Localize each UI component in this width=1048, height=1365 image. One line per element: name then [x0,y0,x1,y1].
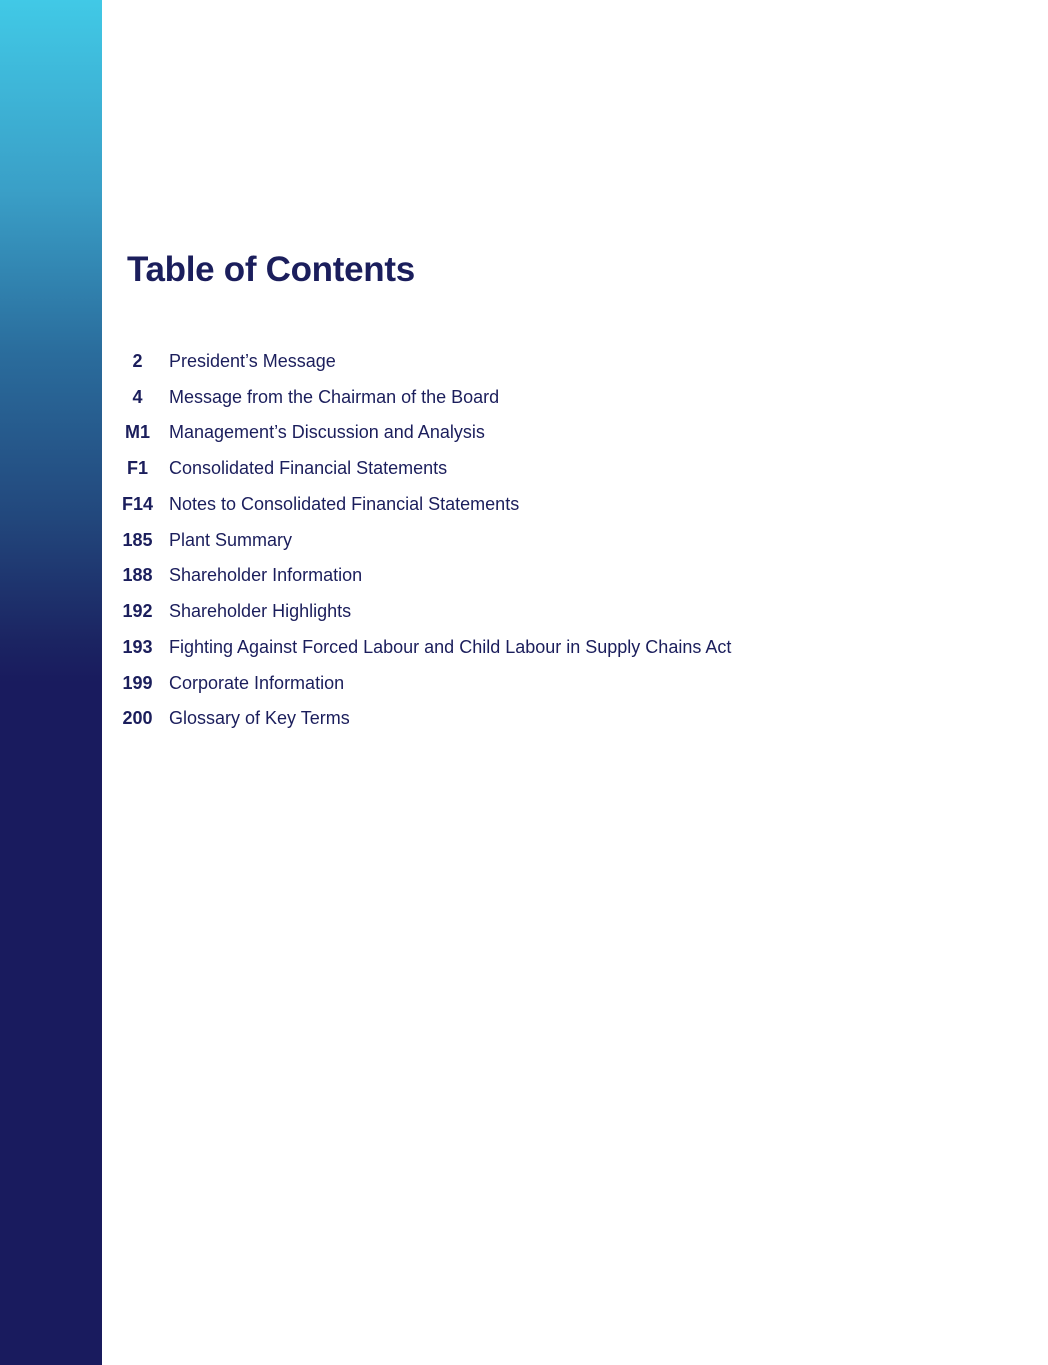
toc-entry-forced-labour-act[interactable] [112,630,731,666]
toc-page-number: F1 [126,458,148,479]
toc-entry-title: Fighting Against Forced Labour and Child Labour in Supply Chains Act [169,636,732,657]
toc-page-number: 192 [122,601,153,622]
gradient-side-band [0,0,102,1365]
toc-entry-title: Notes to Consolidated Financial Statements [169,493,520,514]
toc-entry-presidents-message[interactable] [112,344,731,380]
toc-entry-mdna[interactable] [112,415,731,451]
toc-page-number: F14 [121,493,154,514]
toc-page-number: 4 [132,386,143,407]
toc-entry-notes[interactable] [112,487,731,523]
toc-entry-plant-summary[interactable] [112,522,731,558]
toc-entry-title: Plant Summary [169,529,293,550]
toc-entry-title: Message from the Chairman of the Board [169,386,500,407]
toc-entry-corporate-information[interactable] [112,665,731,701]
toc-entry-title: Consolidated Financial Statements [169,458,448,479]
toc-entry-title: Shareholder Highlights [169,601,352,622]
toc-entry-title: Shareholder Information [169,565,363,586]
toc-entry-chairman-message[interactable] [112,379,731,415]
toc-page-number: 200 [122,708,153,729]
page-title: Table of Contents [127,250,415,289]
toc-page-number: 193 [122,636,153,657]
toc-entry-title: Management’s Discussion and Analysis [169,422,485,443]
toc-entry-glossary[interactable] [112,701,731,737]
toc-page-number: 185 [122,529,153,550]
toc-page-number: 2 [132,350,143,371]
toc-entry-title: President’s Message [169,350,336,371]
table-of-contents [112,344,731,737]
toc-entry-title: Glossary of Key Terms [169,708,350,729]
toc-page-number: 188 [122,565,153,586]
toc-entry-title: Corporate Information [169,672,345,693]
toc-entry-financial-statements[interactable] [112,451,731,487]
toc-page-number: 199 [122,672,153,693]
toc-page-number: M1 [124,422,150,443]
toc-entry-shareholder-highlights[interactable] [112,594,731,630]
toc-entry-shareholder-information[interactable] [112,558,731,594]
